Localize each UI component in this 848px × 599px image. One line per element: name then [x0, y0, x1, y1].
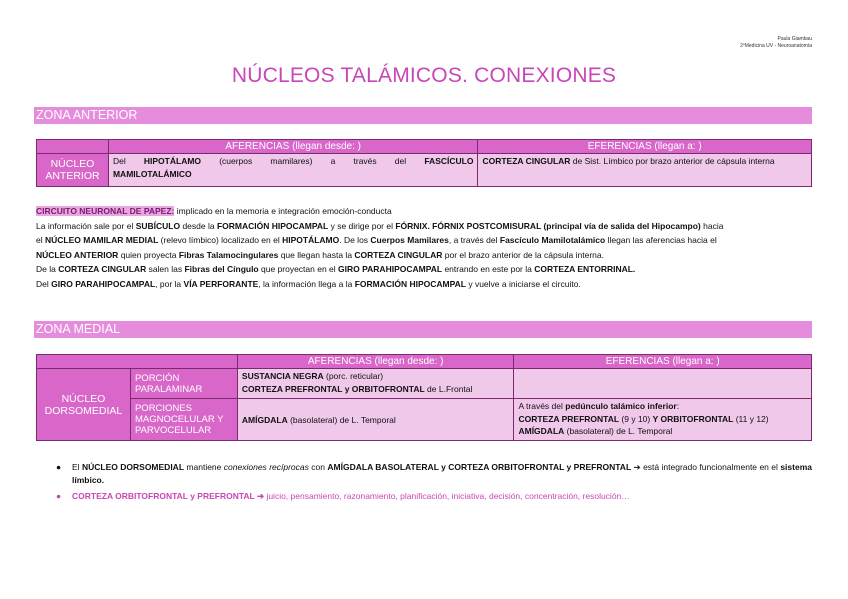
author-name: Paula Giambau: [777, 36, 812, 42]
section-zona-anterior: ZONA ANTERIOR: [34, 107, 812, 124]
section-zona-medial: ZONA MEDIAL: [34, 321, 812, 338]
list-item: ● CORTEZA ORBITOFRONTAL y PREFRONTAL ➔ juicio, pensamiento, razonamiento, planificación, iniciativa, decisión, concentración, resolución…: [56, 491, 630, 501]
papez-line-4: NÚCLEO ANTERIOR quien proyecta Fibras Talamocingulares que llegan hasta la CORTEZA CINGULAR por el brazo anterior de la cápsula interna.: [36, 249, 605, 260]
papez-circuit-text: [36, 204, 812, 291]
papez-label: CIRCUITO NEURONAL DE PAPEZ:: [36, 206, 175, 216]
author-info: [740, 36, 812, 50]
papez-line-5: De la CORTEZA CINGULAR salen las Fibras del Cíngulo que proyectan en el GIRO PARAHIPOCAMPAL entrando en este por la CORTEZA ENTORRINAL.: [36, 264, 636, 274]
header-aferencias: AFERENCIAS (llegan desde: ): [237, 355, 514, 369]
bullet-dot-icon: ●: [56, 462, 62, 472]
row-label-nucleo-dorsomedial: NÚCLEO DORSOMEDIAL: [37, 369, 131, 441]
papez-line-2: La información sale por el SUBÍCULO desde la FORMACIÓN HIPOCAMPAL y se dirige por el FÓRNIX. FÓRNIX POSTCOMISURAL (principal vía de salida del Hipocampo) hacia: [36, 220, 724, 231]
header-blank: [37, 355, 238, 369]
bullet-dot-icon: ●: [56, 491, 62, 501]
header-eferencias: EFERENCIAS (llegan a: ): [478, 140, 812, 154]
cell-eferencias-paralaminar: [514, 369, 812, 399]
papez-line-1: CIRCUITO NEURONAL DE PAPEZ: implicado en la memoria e integración emoción-conducta: [36, 206, 392, 216]
notes-list: [56, 461, 812, 506]
page-title: NÚCLEOS TALÁMICOS. CONEXIONES: [231, 64, 617, 87]
list-item: ● El NÚCLEO DORSOMEDIAL mantiene conexiones recíprocas con AMÍGDALA BASOLATERAL y CORTEZA ORBITOFRONTAL y PREFRONTAL ➔ está integrado funcionalmente en el sistema límbico.: [56, 462, 812, 485]
row-label-nucleo-anterior: NÚCLEO ANTERIOR: [37, 154, 109, 187]
sub-label-paralaminar: PORCIÓN PARALAMINAR: [130, 369, 237, 399]
author-course: 2ºMedicina UV - Neuroanatomía: [740, 43, 812, 49]
papez-line-6: Del GIRO PARAHIPOCAMPAL, por la VÍA PERFORANTE, la información llega a la FORMACIÓN HIPOCAMPAL y vuelve a iniciarse el circuito.: [36, 278, 581, 289]
header-blank: [37, 140, 109, 154]
sub-label-magno-parvo: PORCIONES MAGNOCELULAR Y PARVOCELULAR: [130, 399, 237, 441]
header-aferencias: AFERENCIAS (llegan desde: ): [108, 140, 477, 154]
cell-aferencias-anterior: Del HIPOTÁLAMO (cuerpos mamilares) a través del FASCÍCULO MAMILOTALÁMICO: [108, 154, 477, 187]
cell-eferencias-anterior: CORTEZA CINGULAR de Sist. Límbico por brazo anterior de cápsula interna: [478, 154, 812, 187]
table-zona-medial: [36, 354, 812, 441]
papez-line-3: el NÚCLEO MAMILAR MEDIAL (relevo límbico) localizado en el HIPOTÁLAMO. De los Cuerpos Mamilares, a través del Fascículo Mamilotalámico llegan las aferencias hacia el: [36, 235, 717, 245]
cell-aferencias-magno-parvo: AMÍGDALA (basolateral) de L. Temporal: [237, 399, 514, 441]
table-zona-anterior: [36, 139, 812, 187]
cell-aferencias-paralaminar: SUSTANCIA NEGRA (porc. reticular) CORTEZA PREFRONTAL y ORBITOFRONTAL de L.Frontal: [237, 369, 514, 399]
cell-eferencias-magno-parvo: A través del pedúnculo talámico inferior: CORTEZA PREFRONTAL (9 y 10) Y ORBITOFRONTAL (11 y 12) AMÍGDALA (basolateral) de L. Temporal: [514, 399, 812, 441]
header-eferencias: EFERENCIAS (llegan a: ): [514, 355, 812, 369]
